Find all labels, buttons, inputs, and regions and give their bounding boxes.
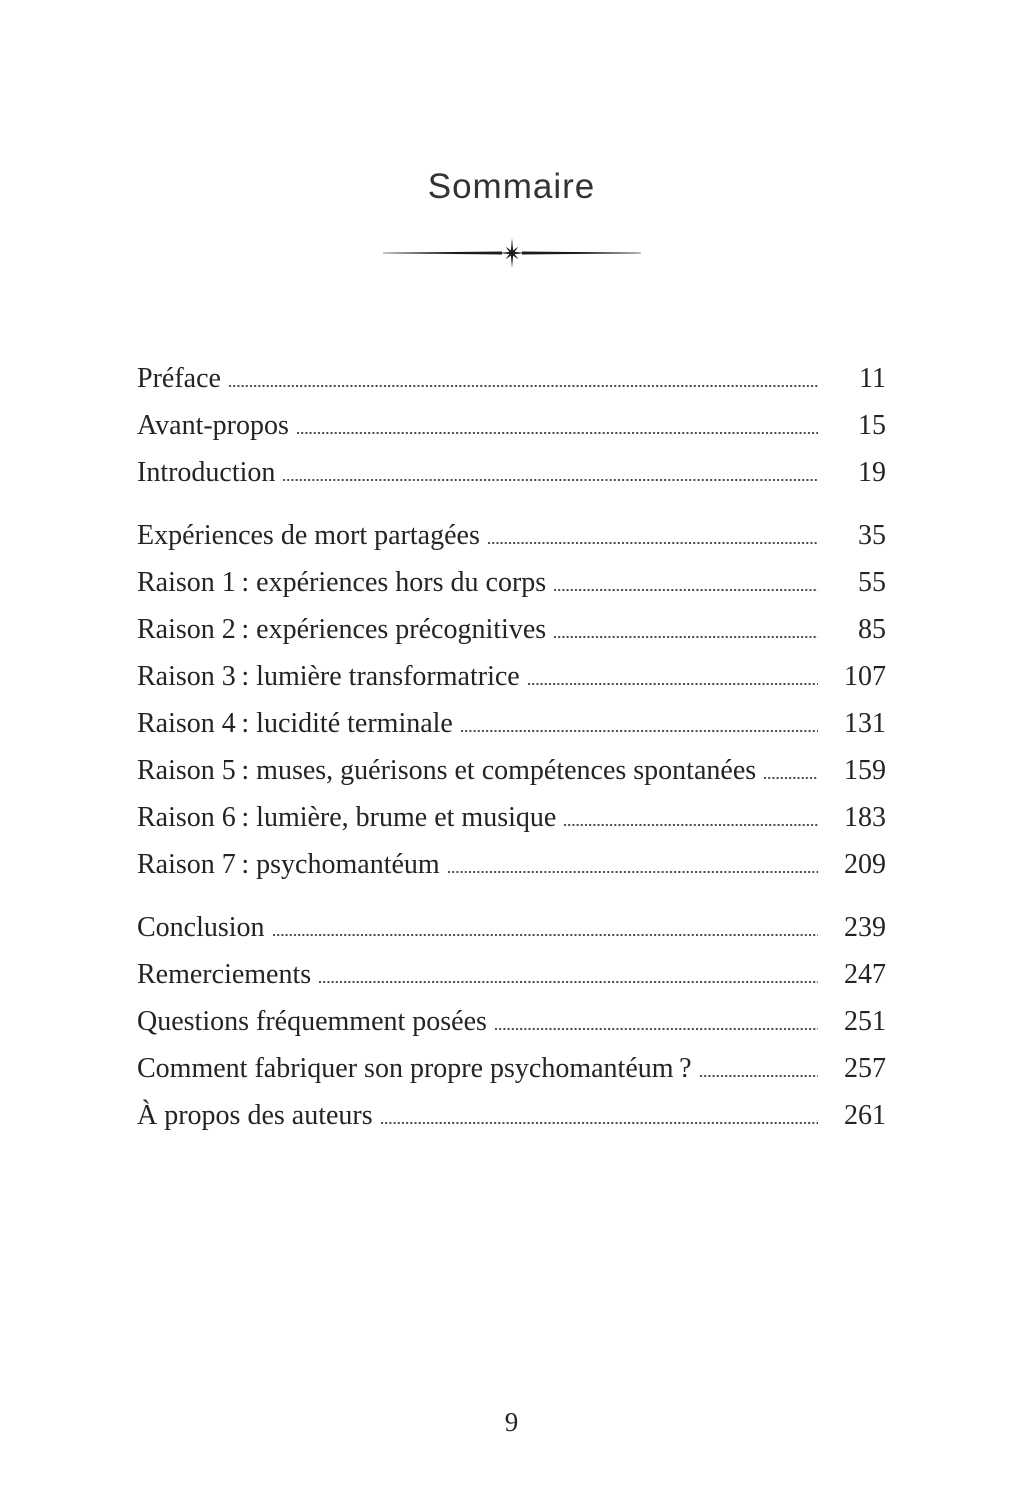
table-of-contents: [137, 355, 886, 1155]
toc-entry-label: À propos des auteurs: [137, 1100, 373, 1131]
toc-entry-label: Raison 4 : lucidité terminale: [137, 708, 453, 739]
toc-entry-label: Introduction: [137, 457, 276, 488]
toc-entry-label: Questions fréquemment posées: [137, 1006, 487, 1037]
toc-entry-page: 257: [844, 1053, 886, 1084]
toc-entry: [137, 1092, 886, 1139]
toc-entry: [137, 402, 886, 449]
dot-leader: [319, 981, 818, 983]
toc-entry: [137, 559, 886, 606]
toc-entry-page: 209: [844, 849, 886, 880]
toc-entry-label: Raison 2 : expériences précognitives: [137, 614, 547, 645]
dot-leader: [528, 683, 818, 685]
toc-entry: [137, 355, 886, 402]
toc-entry: [137, 747, 886, 794]
toc-entry-label: Raison 6 : lumière, brume et musique: [137, 802, 557, 833]
toc-entry: [137, 904, 886, 951]
toc-entry-label: Raison 1 : expériences hors du corps: [137, 567, 547, 598]
toc-entry-label: Remerciements: [137, 959, 312, 990]
toc-group-front-matter: [137, 355, 886, 496]
toc-entry-label: Comment fabriquer son propre psychomantéum ?: [137, 1053, 692, 1084]
toc-entry: [137, 998, 886, 1045]
dot-leader: [488, 542, 818, 544]
toc-entry-page: 131: [844, 708, 886, 739]
toc-entry-page: 55: [858, 567, 886, 598]
toc-entry-page: 261: [844, 1100, 886, 1131]
toc-entry-page: 247: [844, 959, 886, 990]
dot-leader: [283, 479, 818, 481]
dot-leader: [273, 934, 818, 936]
toc-entry-label: Avant-propos: [137, 410, 289, 441]
toc-entry-page: 35: [858, 520, 886, 551]
toc-entry-label: Préface: [137, 363, 221, 394]
dot-leader: [700, 1075, 818, 1077]
toc-entry-label: Raison 3 : lumière transformatrice: [137, 661, 520, 692]
dot-leader: [554, 589, 818, 591]
dot-leader: [495, 1028, 818, 1030]
toc-entry: [137, 841, 886, 888]
page-title: Sommaire: [427, 167, 596, 206]
dot-leader: [229, 385, 818, 387]
toc-entry: [137, 700, 886, 747]
dot-leader: [297, 432, 818, 434]
toc-entry-label: Expériences de mort partagées: [137, 520, 480, 551]
toc-group-back-matter: [137, 904, 886, 1139]
toc-entry-page: 183: [844, 802, 886, 833]
toc-entry-label: Raison 5 : muses, guérisons et compétences spontanées: [137, 755, 757, 786]
toc-entry: [137, 512, 886, 559]
toc-entry-page: 11: [859, 363, 886, 394]
toc-entry-label: Conclusion: [137, 912, 265, 943]
toc-entry-page: 85: [858, 614, 886, 645]
toc-entry-page: 15: [858, 410, 886, 441]
toc-group-chapters: [137, 512, 886, 888]
dot-leader: [764, 777, 818, 779]
dot-leader: [564, 824, 818, 826]
toc-entry: [137, 1045, 886, 1092]
toc-entry: [137, 653, 886, 700]
eight-point-star-icon: [383, 237, 641, 269]
dot-leader: [381, 1122, 818, 1124]
dot-leader: [461, 730, 818, 732]
dot-leader: [448, 871, 818, 873]
toc-entry-page: 107: [844, 661, 886, 692]
toc-entry-page: 159: [844, 755, 886, 786]
toc-entry: [137, 794, 886, 841]
toc-entry: [137, 606, 886, 653]
toc-entry-page: 239: [844, 912, 886, 943]
toc-entry-page: 251: [844, 1006, 886, 1037]
toc-entry: [137, 951, 886, 998]
toc-entry-page: 19: [858, 457, 886, 488]
toc-entry-label: Raison 7 : psychomantéum: [137, 849, 440, 880]
folio-page-number: 9: [504, 1407, 519, 1437]
toc-entry: [137, 449, 886, 496]
dot-leader: [554, 636, 818, 638]
star-divider: [383, 237, 641, 269]
